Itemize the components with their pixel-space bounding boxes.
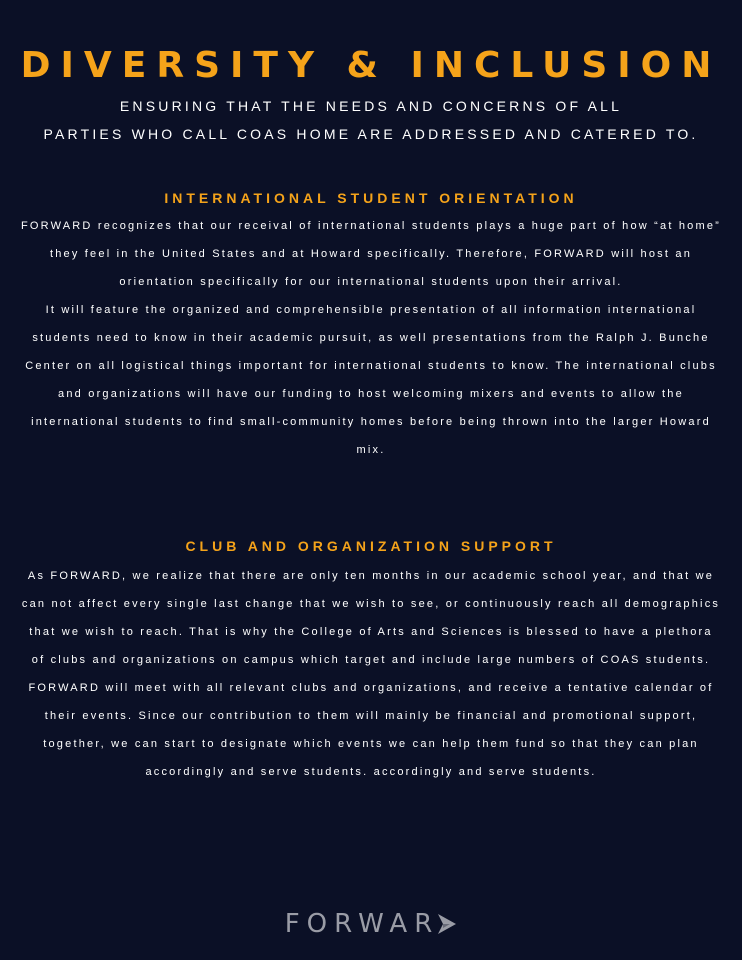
section-heading-orientation: INTERNATIONAL STUDENT ORIENTATION [164,190,578,206]
club-support-paragraph-1: As FORWARD, we realize that there are only ten months in our academic school year, and that we can not affect every single last change that we wish to see, or continuously reach all demographics that we wish to reach. That is why the College of Arts and Sciences is blessed to have a plethora of clubs and organizations on campus which target and include large numbers of COAS students. FORWARD will meet with all relevant clubs and organizations, and receive a tentative calendar of their events. Since our contribution to them will mainly be financial and promotional support, together, we can start to designate which events we can help them fund so that they can plan accordingly and serve students. accordingly and serve students. [21,570,721,778]
orientation-paragraph-1: FORWARD recognizes that our receival of international students plays a huge part of how “at home” they feel in the United States and at Howard specifically. Therefore, FORWARD will host an orientation specifically for our international students upon their arrival. [20,220,722,288]
orientation-paragraph-2: It will feature the organized and comprehensible presentation of all information international students need to know in their academic pursuit, as well presentations from the Ralph J. Bunche Center on all logistical things important for international students to know. The international clubs and organizations will have our funding to host welcoming mixers and events to allow the international students to find small-community homes before being thrown into the larger Howard mix. [25,304,717,456]
section-heading-club-support: CLUB AND ORGANIZATION SUPPORT [185,538,557,554]
section-body-club-support [20,562,722,786]
logo-wordmark: FORWAR [284,909,440,939]
page-subtitle [0,92,742,148]
page-title: DIVERSITY & INCLUSION [20,45,722,86]
section-body-orientation [20,212,722,464]
subtitle-line-1: ENSURING THAT THE NEEDS AND CONCERNS OF ALL [119,98,623,114]
forward-logo [0,908,742,940]
subtitle-line-2: PARTIES WHO CALL COAS HOME ARE ADDRESSED AND CATERED TO. [43,126,699,142]
forward-arrow-icon [437,913,457,935]
